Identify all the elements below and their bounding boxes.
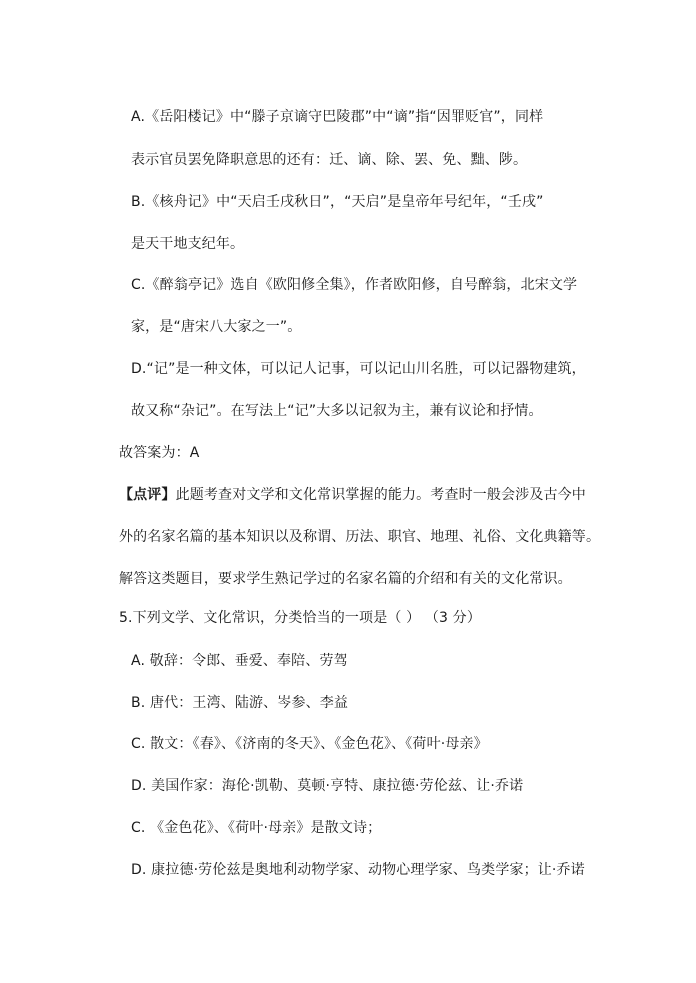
text-line: 解答这类题目，要求学生熟记学过的名家名篇的介绍和有关的文化常识。	[119, 571, 572, 587]
text-line: B.《核舟记》中“天启壬戌秋日”，“天启”是皇帝年号纪年，“壬戌”	[131, 194, 544, 210]
explanation-d: D. 康拉德·劳伦兹是奥地利动物学家、动物心理学家、鸟类学家；让·乔诺	[131, 862, 585, 878]
text-line: 外的名家名篇的基本知识以及称谓、历法、职官、地理、礼俗、文化典籍等。	[119, 529, 601, 545]
option-a: A. 敬辞：令郎、垂爱、奉陪、劳驾	[131, 653, 348, 669]
comment-label: 【点评】	[119, 487, 176, 503]
text-line: A.《岳阳楼记》中“滕子京谪守巴陵郡”中“谪”指“因罪贬官”，同样	[131, 109, 544, 125]
text-line: 表示官员罢免降职意思的还有：迁、谪、除、罢、免、黜、陟。	[131, 152, 528, 168]
comment-line	[119, 486, 586, 504]
answer-line: 故答案为：A	[119, 445, 200, 461]
text-line: 是天干地支纪年。	[131, 236, 245, 252]
option-b: B. 唐代：王湾、陆游、岑参、李益	[131, 695, 349, 711]
text-line: 家，是“唐宋八大家之一”。	[131, 319, 302, 335]
text-line: D.“记”是一种文体，可以记人记事，可以记山川名胜，可以记器物建筑，	[131, 361, 586, 377]
explanation-c: C. 《金色花》、《荷叶·母亲》是散文诗；	[131, 820, 382, 836]
question-title: 5.下列文学、文化常识，分类恰当的一项是（ ） （3 分）	[119, 610, 481, 626]
text-line: 故又称“杂记”。在写法上“记”大多以记叙为主，兼有议论和抒情。	[131, 403, 543, 419]
option-c: C. 散文：《春》、《济南的冬天》、《金色花》、《荷叶·母亲》	[131, 736, 488, 752]
option-d: D. 美国作家：海伦·凯勒、莫顿·亨特、康拉德·劳伦兹、让·乔诺	[131, 778, 524, 794]
comment-text: 此题考查对文学和文化常识掌握的能力。考查时一般会涉及古今中	[175, 487, 586, 503]
text-line: C.《醉翁亭记》选自《欧阳修全集》，作者欧阳修，自号醉翁，北宋文学	[131, 277, 578, 293]
